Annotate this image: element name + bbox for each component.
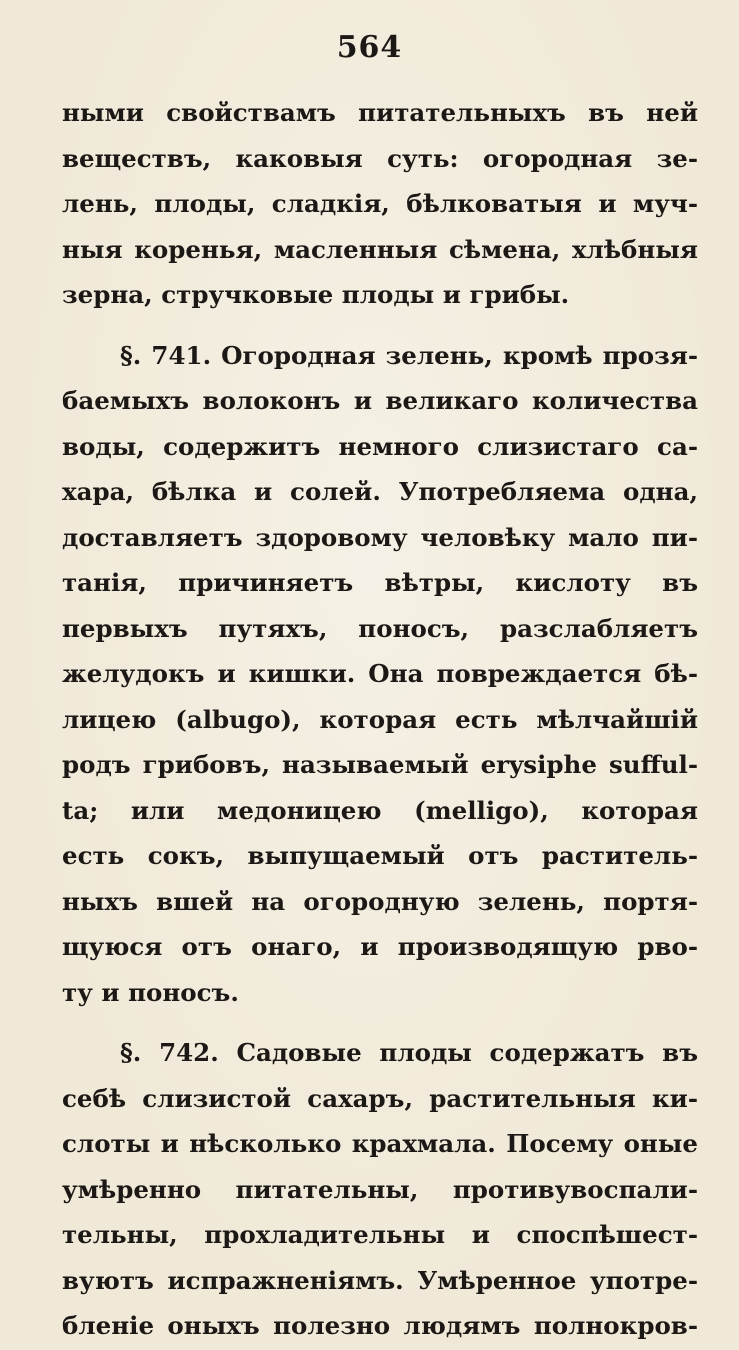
text-line: зерна, стручковые плоды и грибы. xyxy=(62,280,570,309)
text-line: баемыхъ волоконъ и великаго количества xyxy=(62,386,698,415)
text-line: родъ грибовъ, называемый erysiphe sufful- xyxy=(62,750,698,779)
text-line: первыхъ путяхъ, поносъ, разслабляетъ xyxy=(62,613,698,643)
text-line: доставляетъ здоровому человѣку мало пи- xyxy=(62,522,698,552)
text-line: желудокъ и кишки. Она повреждается бѣ- xyxy=(62,659,698,688)
text-line: хара, бѣлка и солей. Употребляема одна, xyxy=(62,477,698,506)
text-line: лицею (albugo), которая есть мѣлчайшій xyxy=(62,704,698,734)
paragraph-gap xyxy=(62,318,698,333)
page-number: 564 xyxy=(336,30,403,65)
text-line: вуютъ испражненіямъ. Умѣренное употре- xyxy=(62,1265,698,1295)
text-line: тельны, прохладительны и споспѣшест- xyxy=(62,1220,698,1249)
paragraph-1 xyxy=(62,90,698,318)
text-line: лень, плоды, сладкія, бѣлковатыя и муч- xyxy=(62,189,698,218)
text-line: ту и поносъ. xyxy=(62,977,239,1007)
text-line: веществъ, каковыя суть: огородная зе- xyxy=(62,143,698,173)
paragraph-2 xyxy=(62,333,698,1016)
text-line: танія, причиняетъ вѣтры, кислоту въ xyxy=(62,568,698,597)
text-line: есть сокъ, выпущаемый отъ раститель- xyxy=(62,841,698,870)
text-line: себѣ слизистой сахаръ, растительныя ки- xyxy=(62,1083,698,1113)
text-line: слоты и нѣсколько крахмала. Посему оные xyxy=(62,1129,698,1158)
text-line: ta; или медоницею (melligo), которая xyxy=(62,795,698,825)
text-line: воды, содержитъ немного слизистаго са- xyxy=(62,431,698,461)
paragraph-3 xyxy=(62,1030,698,1349)
text-line: ныхъ вшей на огородную зелень, портя- xyxy=(62,886,698,916)
text-line: §. 742. Садовые плоды содержатъ въ xyxy=(120,1038,698,1067)
paragraph-gap xyxy=(62,1015,698,1030)
text-line: бленіе оныхъ полезно людямъ полнокров- xyxy=(62,1311,698,1340)
text-line: щуюся отъ онаго, и производящую рво- xyxy=(62,932,698,961)
text-line: ныя коренья, масленныя сѣмена, хлѣбныя xyxy=(62,234,698,264)
text-line: умѣренно питательны, противувоспали- xyxy=(62,1174,698,1204)
text-line: §. 741. Огородная зелень, кромѣ прозя- xyxy=(120,340,698,370)
page-text xyxy=(62,90,698,1349)
text-line: ными свойствамъ питательныхъ въ ней xyxy=(62,98,698,127)
